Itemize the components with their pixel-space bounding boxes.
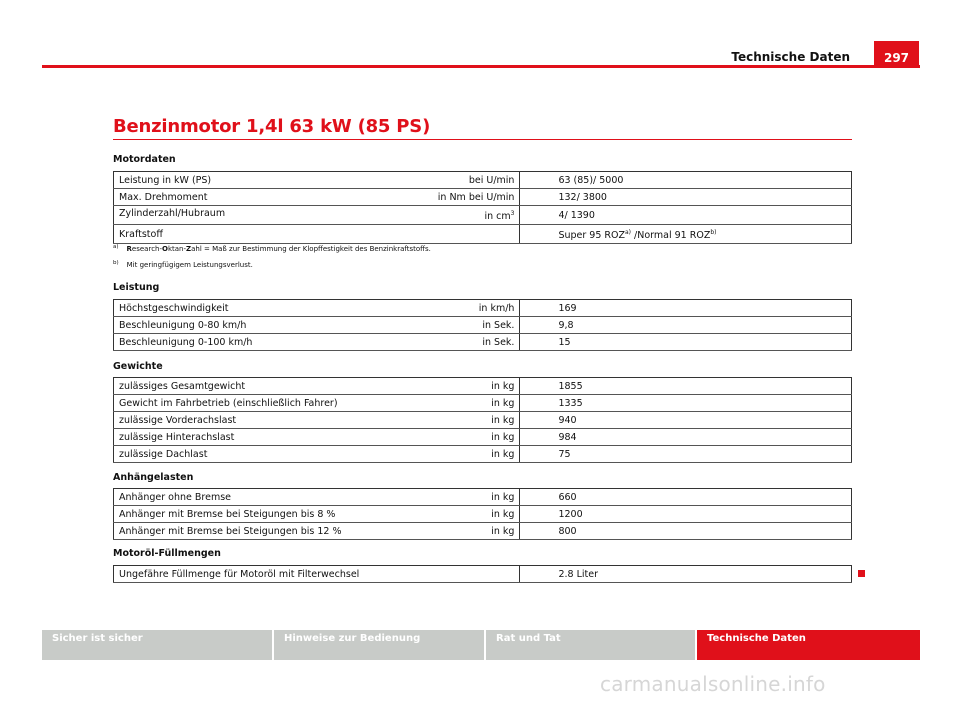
row-label: Höchstgeschwindigkeit <box>119 302 229 314</box>
table-row <box>114 378 852 395</box>
section-heading-motordaten: Motordaten <box>113 154 176 165</box>
row-unit: in kg <box>491 431 515 443</box>
row-unit: in kg <box>491 508 515 520</box>
footer-tab-hinweise-zur-bedienung[interactable]: Hinweise zur Bedienung <box>274 630 484 660</box>
table-row <box>114 429 852 446</box>
table-row <box>114 225 852 244</box>
row-value: 2.8 Liter <box>520 566 852 583</box>
section-heading-anhaengelasten: Anhängelasten <box>113 472 194 483</box>
row-unit: in kg <box>491 380 515 392</box>
table-row <box>114 489 852 506</box>
row-value: 75 <box>520 446 852 463</box>
footer-tab-sicher-ist-sicher[interactable]: Sicher ist sicher <box>42 630 272 660</box>
row-unit: in Nm bei U/min <box>437 191 515 203</box>
header-rule <box>42 65 920 68</box>
row-value: 9,8 <box>520 317 852 334</box>
row-label: Max. Drehmoment <box>119 191 208 203</box>
row-unit: in kg <box>491 491 515 503</box>
section-heading-leistung: Leistung <box>113 282 160 293</box>
footnote-a: $^{a)}$ Research-Oktan-Zahl = Maß zur Bestimmung der Klopffestigkeit des Benzinkraftstoffs. <box>113 244 431 253</box>
footer-tab-technische-daten[interactable]: Technische Daten <box>697 630 920 660</box>
row-label: Kraftstoff <box>119 228 163 240</box>
row-unit: in Sek. <box>482 319 515 331</box>
row-unit: bei U/min <box>468 174 515 186</box>
row-label: Zylinderzahl/Hubraum <box>119 208 226 219</box>
table-row <box>114 395 852 412</box>
row-label: Beschleunigung 0-80 km/h <box>119 319 247 331</box>
section-heading-motoroel: Motoröl-Füllmengen <box>113 548 221 559</box>
row-value: 1855 <box>520 378 852 395</box>
table-row <box>114 523 852 540</box>
row-label: zulässige Vorderachslast <box>119 414 237 426</box>
row-value: 1200 <box>520 506 852 523</box>
footnote-ref-b: b) <box>710 229 717 236</box>
table-row <box>114 446 852 463</box>
section-end-marker <box>858 570 865 577</box>
watermark: carmanualsonline.info <box>600 672 826 696</box>
row-value: 169 <box>520 300 852 317</box>
row-unit: in kg <box>491 414 515 426</box>
row-label: Anhänger mit Bremse bei Steigungen bis 8 % <box>119 508 336 520</box>
row-value: 15 <box>520 334 852 351</box>
motordaten-table <box>113 171 852 244</box>
title-rule <box>113 139 852 140</box>
row-value: 4/ 1390 <box>520 206 852 225</box>
section-heading-gewichte: Gewichte <box>113 361 163 372</box>
row-label: zulässiges Gesamtgewicht <box>119 380 246 392</box>
row-label: Anhänger mit Bremse bei Steigungen bis 12 % <box>119 525 342 537</box>
row-unit: in kg <box>491 448 515 460</box>
footer-tab-rat-und-tat[interactable]: Rat und Tat <box>486 630 695 660</box>
table-row <box>114 300 852 317</box>
row-value: 660 <box>520 489 852 506</box>
row-label: Gewicht im Fahrbetrieb (einschließlich Fahrer) <box>119 397 338 409</box>
row-value: 984 <box>520 429 852 446</box>
page-number: 297 <box>874 41 919 68</box>
table-row <box>114 566 852 583</box>
table-row <box>114 506 852 523</box>
row-label: Anhänger ohne Bremse <box>119 491 232 503</box>
table-row <box>114 334 852 351</box>
row-unit: in kg <box>491 525 515 537</box>
row-value: 940 <box>520 412 852 429</box>
table-row <box>114 172 852 189</box>
gewichte-table <box>113 377 852 463</box>
footnote-b: $^{b)}$ Mit geringfügigem Leistungsverlust. <box>113 260 253 269</box>
page-title: Benzinmotor 1,4l 63 kW (85 PS) <box>113 116 431 137</box>
row-value: /Normal 91 ROZ <box>631 230 711 241</box>
row-unit-sup: 3 <box>510 210 515 217</box>
motoroel-table <box>113 565 852 583</box>
row-label: Ungefähre Füllmenge für Motoröl mit Filterwechsel <box>119 568 360 580</box>
table-row <box>114 317 852 334</box>
row-value: Super 95 ROZ <box>558 230 625 241</box>
footnote-ref-a: a) <box>624 229 632 236</box>
row-label: Beschleunigung 0-100 km/h <box>119 336 253 348</box>
header-title: Technische Daten <box>731 50 850 64</box>
row-value: 132/ 3800 <box>520 189 852 206</box>
row-unit: in cm <box>484 211 511 222</box>
row-unit: in kg <box>491 397 515 409</box>
anhaengelasten-table <box>113 488 852 540</box>
row-label: Leistung in kW (PS) <box>119 174 212 186</box>
table-row <box>114 206 852 225</box>
table-row <box>114 189 852 206</box>
row-unit: in km/h <box>478 302 515 314</box>
leistung-table <box>113 299 852 351</box>
row-unit: in Sek. <box>482 336 515 348</box>
row-value: 63 (85)/ 5000 <box>520 172 852 189</box>
row-label: zulässige Dachlast <box>119 448 208 460</box>
table-row <box>114 412 852 429</box>
row-label: zulässige Hinterachslast <box>119 431 235 443</box>
row-value: 1335 <box>520 395 852 412</box>
row-value: 800 <box>520 523 852 540</box>
